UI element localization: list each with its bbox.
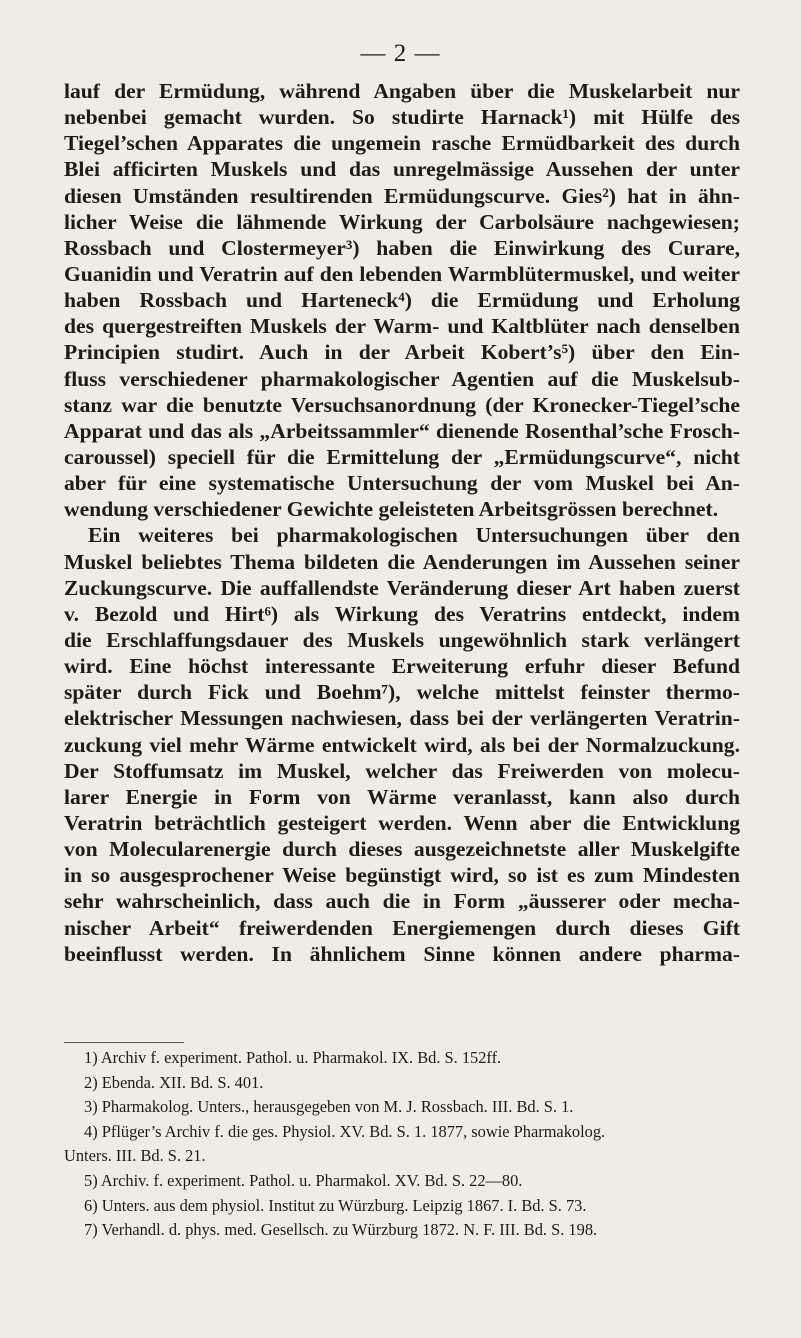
body-line: die Erschlaffungsdauer des Muskels ungewöhnlich stark verlängert: [64, 627, 740, 652]
body-line: haben Rossbach und Harteneck⁴) die Ermüdung und Erholung: [64, 288, 740, 313]
body-line: larer Energie in Form von Wärme veranlasst, kann also durch: [64, 784, 740, 809]
body-text: [64, 78, 740, 967]
body-line: Rossbach und Clostermeyer³) haben die Einwirkung des Curare,: [64, 235, 740, 260]
footnote: 5) Archiv. f. experiment. Pathol. u. Pharmakol. XV. Bd. S. 22—80.: [84, 1170, 523, 1190]
footnote-divider: [64, 1042, 184, 1043]
body-line: elektrischer Messungen nachwiesen, dass bei der verlängerten Veratrin-: [64, 706, 740, 731]
body-line: nebenbei gemacht wurden. So studirte Harnack¹) mit Hülfe des: [64, 105, 740, 130]
body-line: aber für eine systematische Untersuchung der vom Muskel bei An-: [64, 471, 740, 496]
footnotes: [64, 1046, 740, 1243]
body-line: beeinflusst werden. In ähnlichem Sinne können andere pharma-: [64, 941, 740, 966]
body-line: diesen Umständen resultirenden Ermüdungscurve. Gies²) hat in ähn-: [64, 183, 740, 208]
body-line: stanz war die benutzte Versuchsanordnung (der Kronecker-Tiegel’sche: [64, 392, 740, 417]
footnote: 4) Pflüger’s Archiv f. die ges. Physiol. XV. Bd. S. 1. 1877, sowie Pharmakolog.: [84, 1121, 606, 1141]
footnote: 3) Pharmakolog. Unters., herausgegeben von M. J. Rossbach. III. Bd. S. 1.: [84, 1097, 574, 1117]
body-line: von Molecularenergie durch dieses ausgezeichnetste aller Muskelgifte: [64, 837, 740, 862]
body-line: Apparat und das als „Arbeitssammler“ dienende Rosenthal’sche Frosch-: [64, 418, 740, 443]
footnote: 7) Verhandl. d. phys. med. Gesellsch. zu Würzburg 1872. N. F. III. Bd. S. 198.: [84, 1220, 598, 1240]
body-line: sehr wahrscheinlich, dass auch die in Form „äusserer oder mecha-: [64, 889, 740, 914]
body-line: caroussel) speciell für die Ermittelung der „Ermüdungscurve“, nicht: [64, 444, 740, 469]
footnote-continuation: Unters. III. Bd. S. 21.: [64, 1146, 206, 1166]
footnote: 1) Archiv f. experiment. Pathol. u. Pharmakol. IX. Bd. S. 152ff.: [84, 1048, 502, 1067]
body-line: lauf der Ermüdung, während Angaben über die Muskelarbeit nur: [64, 79, 740, 103]
body-line: Principien studirt. Auch in der Arbeit Kobert’s⁵) über den Ein-: [64, 340, 740, 365]
body-line: Veratrin beträchtlich gesteigert werden. Wenn aber die Entwicklung: [64, 810, 740, 835]
body-line: zuckung viel mehr Wärme entwickelt wird, als bei der Normalzuckung.: [64, 732, 740, 757]
body-line: in so ausgesprochener Weise begünstigt wird, so ist es zum Mindesten: [64, 863, 740, 888]
body-line: Guanidin und Veratrin auf den lebenden Warmblütermuskel, und weiter: [64, 261, 740, 286]
body-line: später durch Fick und Boehm⁷), welche mittelst feinster thermo-: [64, 680, 740, 705]
body-line: wird. Eine höchst interessante Erweiterung erfuhr dieser Befund: [64, 654, 740, 679]
body-line: Blei afficirten Muskels und das unregelmässige Aussehen der unter: [64, 157, 740, 182]
body-line: Muskel beliebtes Thema bildeten die Aenderungen im Aussehen seiner: [64, 549, 740, 574]
page-number: — 2 —: [360, 40, 441, 67]
body-line: Zuckungscurve. Die auffallendste Veränderung dieser Art haben zuerst: [64, 575, 740, 600]
body-line: v. Bezold und Hirt⁶) als Wirkung des Veratrins entdeckt, indem: [64, 601, 740, 626]
body-line: licher Weise die lähmende Wirkung der Carbolsäure nachgewiesen;: [64, 209, 740, 234]
body-line: nischer Arbeit“ freiwerdenden Energiemengen durch dieses Gift: [64, 915, 740, 940]
paragraph-start-line: Ein weiteres bei pharmakologischen Untersuchungen über den: [88, 523, 740, 548]
footnote: 6) Unters. aus dem physiol. Institut zu Würzburg. Leipzig 1867. I. Bd. S. 73.: [84, 1195, 587, 1215]
body-line: wendung verschiedener Gewichte geleisteten Arbeitsgrössen berechnet.: [64, 497, 719, 522]
body-line: Tiegel’schen Apparates die ungemein rasche Ermüdbarkeit des durch: [64, 131, 740, 156]
body-line: fluss verschiedener pharmakologischer Agentien auf die Muskelsub-: [64, 366, 740, 391]
footnote: 2) Ebenda. XII. Bd. S. 401.: [84, 1072, 264, 1092]
body-line: Der Stoffumsatz im Muskel, welcher das Freiwerden von molecu-: [64, 758, 740, 783]
body-line: des quergestreiften Muskels der Warm- und Kaltblüter nach denselben: [64, 314, 740, 339]
